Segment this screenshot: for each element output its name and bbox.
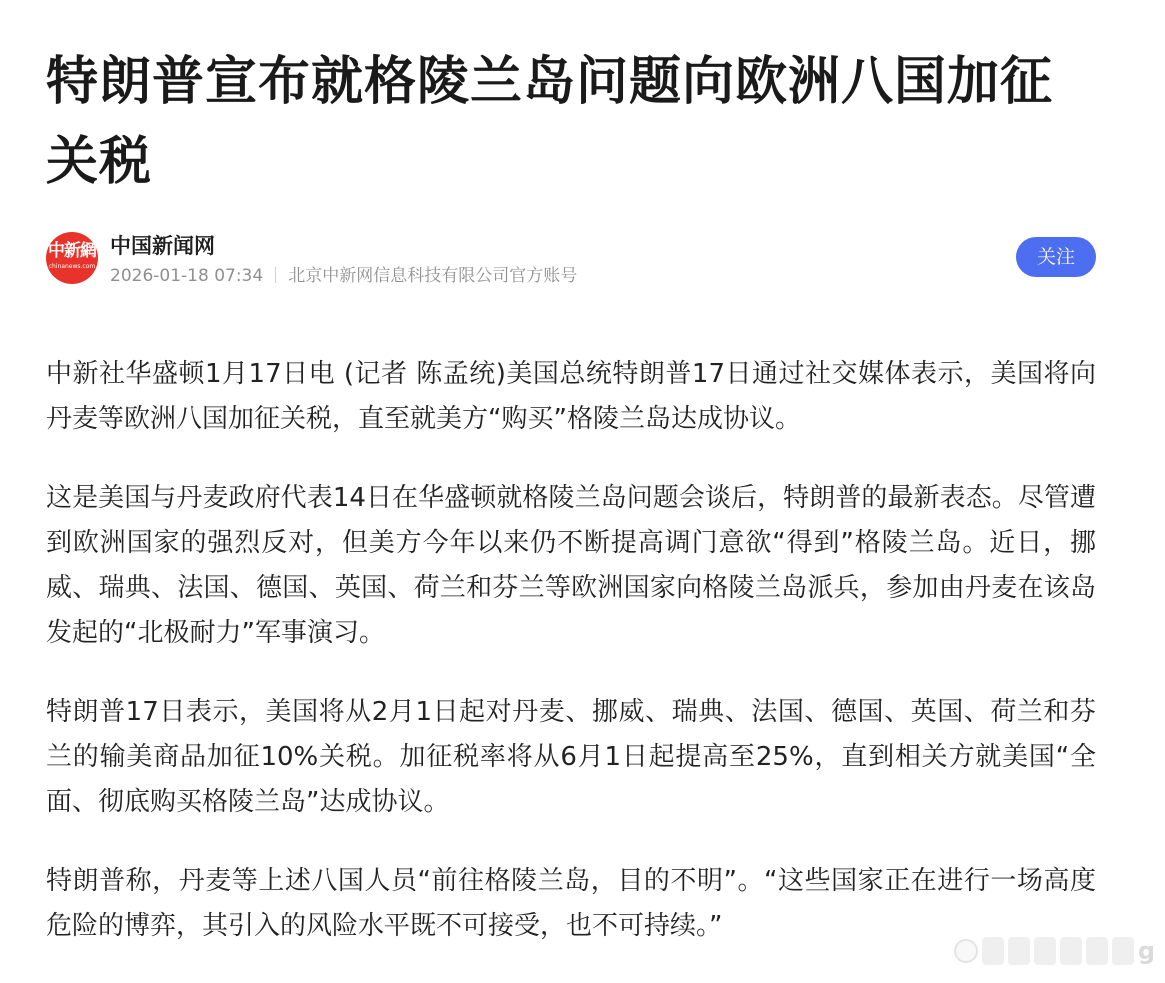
avatar-logo-subtext: chinanews.com [48, 263, 96, 270]
article-meta [110, 265, 577, 287]
article [46, 0, 1106, 941]
watermark [954, 933, 1155, 969]
article-body [46, 352, 1096, 983]
author-name[interactable]: 中国新闻网 [110, 234, 215, 258]
watermark-g-icon: g [1137, 937, 1155, 965]
article-title: 特朗普宣布就格陵兰岛问题向欧洲八国加征关税 [46, 52, 1054, 192]
watermark-bar-icon [1008, 937, 1030, 965]
follow-button[interactable]: 关注 [1016, 237, 1096, 277]
article-paragraph: 中新社华盛顿1月17日电 (记者 陈孟统)美国总统特朗普17日通过社交媒体表示，美国将向丹麦等欧洲八国加征关税，直至就美方“购买”格陵兰岛达成协议。 [46, 359, 1096, 434]
author-avatar[interactable] [46, 232, 98, 284]
article-paragraph: 特朗普称，丹麦等上述八国人员“前往格陵兰岛，目的不明”。“这些国家正在进行一场高度危险的博弈，其引入的风险水平既不可接受，也不可持续。” [46, 866, 1096, 941]
watermark-bar-icon [1112, 937, 1134, 965]
author-row [46, 232, 1096, 288]
publish-date: 2026-01-18 07:34 [110, 266, 264, 286]
article-paragraph: 特朗普17日表示，美国将从2月1日起对丹麦、挪威、瑞典、法国、德国、英国、荷兰和芬兰的输美商品加征10%关税。加征税率将从6月1日起提高至25%，直到相关方就美国“全面、彻底购买格陵兰岛”达成协议。 [46, 697, 1096, 817]
meta-divider [275, 267, 276, 283]
watermark-circle-icon [954, 939, 978, 963]
watermark-bar-icon [1034, 937, 1056, 965]
account-description: 北京中新网信息科技有限公司官方账号 [288, 266, 578, 286]
watermark-bar-icon [982, 937, 1004, 965]
watermark-bar-icon [1060, 937, 1082, 965]
avatar-logo-text: 中新網 [48, 241, 96, 261]
watermark-bar-icon [1086, 937, 1108, 965]
article-paragraph: 这是美国与丹麦政府代表14日在华盛顿就格陵兰岛问题会谈后，特朗普的最新表态。尽管遭到欧洲国家的强烈反对，但美方今年以来仍不断提高调门意欲“得到”格陵兰岛。近日，挪威、瑞典、法国、德国、英国、荷兰和芬兰等欧洲国家向格陵兰岛派兵，参加由丹麦在该岛发起的“北极耐力”军事演习。 [46, 483, 1096, 648]
